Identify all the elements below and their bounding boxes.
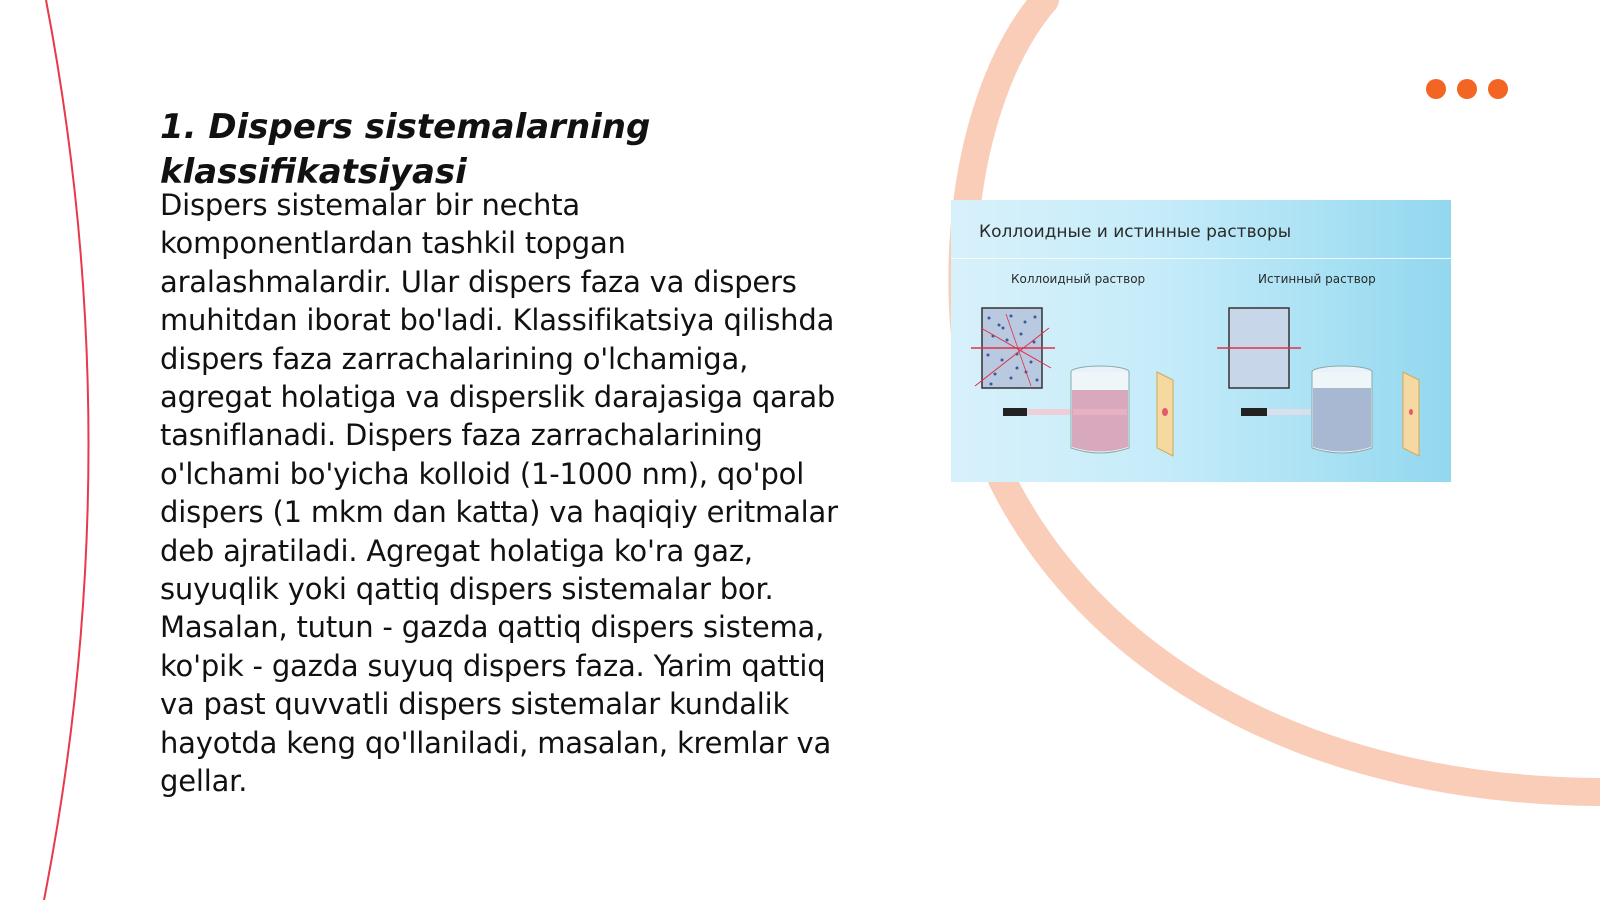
- colloid-solutions-illustration: [951, 200, 1451, 482]
- decorative-dots: [1426, 79, 1508, 99]
- orange-dot: [1457, 79, 1477, 99]
- illustration-title: Коллоидные и истинные растворы: [979, 222, 1292, 242]
- orange-dot: [1488, 79, 1508, 99]
- true-solution-box: [1217, 308, 1301, 388]
- illustration-drawing: [951, 200, 1451, 482]
- true-solution-label: Истинный раствор: [1258, 272, 1376, 286]
- colloid-solution-label: Коллоидный раствор: [1011, 272, 1146, 286]
- colloid-box: [971, 308, 1055, 388]
- orange-dot: [1426, 79, 1446, 99]
- slide-body-text: Dispers sistemalar bir nechta komponentlardan tashkil topgan aralashmalardir. Ular dispers faza va dispers muhitdan iborat bo'ladi. Klassifikatsiya qilishda dispers faza zarrachalarining o'lchamiga, agregat holatiga va disperslik darajasiga qarab tasniflanadi. Dispers faza zarrachalarining o'lchami bo'yicha kolloid (1-1000 nm), qo'pol dispers (1 mkm dan katta) va haqiqiy eritmalar deb ajratiladi. Agregat holatiga ko'ra gaz, suyuqlik yoki qattiq dispers sistemalar bor. Masalan, tutun - gazda qattiq dispers sistema, ko'pik - gazda suyuq dispers faza. Yarim qattiq va past quvvatli dispers sistemalar kundalik hayotda keng qo'llaniladi, masalan, kremlar va gellar.: [160, 188, 838, 799]
- left-edge-line: [44, 0, 89, 900]
- slide-title: 1. Dispers sistemalarning klassifikatsiyasi: [160, 107, 651, 192]
